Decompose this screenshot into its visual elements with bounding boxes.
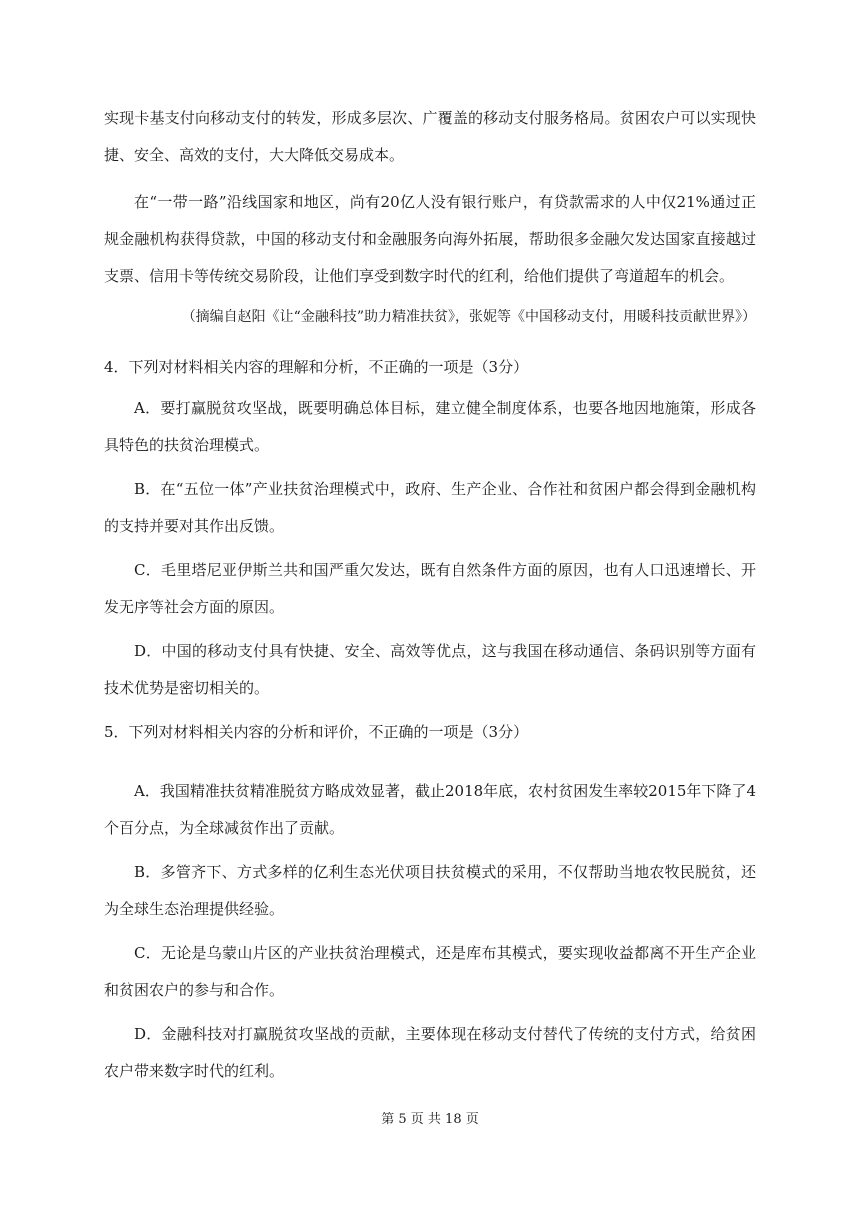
question-5-option-b: B．多管齐下、方式多样的亿利生态光伏项目扶贫模式的采用，不仅帮助当地农牧民脱贫，还为全球生态治理提供经验。 bbox=[104, 863, 756, 918]
page-number-footer: 第 5 页 共 18 页 bbox=[381, 1112, 479, 1127]
source-citation: （摘编自赵阳《让“金融科技”助力精准扶贫》，张妮等《中国移动支付，用暖科技贡献世界》） bbox=[181, 309, 756, 325]
question-5-option-c: C．无论是乌蒙山片区的产业扶贫治理模式，还是库布其模式，要实现收益都离不开生产企业和贫困农户的参与和合作。 bbox=[104, 944, 756, 999]
question-4-option-b: B．在“五位一体”产业扶贫治理模式中，政府、生产企业、合作社和贫困户都会得到金融机构的支持并要对其作出反馈。 bbox=[104, 480, 756, 535]
question-5-stem: 5．下列对材料相关内容的分析和评价，不正确的一项是（3分） bbox=[104, 723, 529, 741]
paragraph-mobile-payment-continued: 实现卡基支付向移动支付的转发，形成多层次、广覆盖的移动支付服务格局。贫困农户可以实现快捷、安全、高效的支付，大大降低交易成本。 bbox=[104, 109, 756, 164]
question-5-option-a: A．我国精准扶贫精准脱贫方略成效显著，截止2018年底，农村贫困发生率较2015年下降了4个百分点，为全球减贫作出了贡献。 bbox=[104, 782, 756, 837]
paragraph-belt-and-road: 在“一带一路”沿线国家和地区，尚有20亿人没有银行账户，有贷款需求的人中仅21%通过正规金融机构获得贷款，中国的移动支付和金融服务向海外拓展，帮助很多金融欠发达国家直接越过支票、信用卡等传统交易阶段，让他们享受到数字时代的红利，给他们提供了弯道超车的机会。 bbox=[104, 193, 756, 285]
question-4-option-d: D．中国的移动支付具有快捷、安全、高效等优点，这与我国在移动通信、条码识别等方面有技术优势是密切相关的。 bbox=[104, 642, 756, 697]
question-4-stem: 4．下列对材料相关内容的理解和分析，不正确的一项是（3分） bbox=[104, 358, 529, 376]
question-4-option-c: C．毛里塔尼亚伊斯兰共和国严重欠发达，既有自然条件方面的原因，也有人口迅速增长、开发无序等社会方面的原因。 bbox=[104, 561, 756, 616]
question-4-option-a: A．要打赢脱贫攻坚战，既要明确总体目标，建立健全制度体系，也要各地因地施策，形成各具特色的扶贫治理模式。 bbox=[104, 399, 756, 454]
question-5-option-d: D．金融科技对打赢脱贫攻坚战的贡献，主要体现在移动支付替代了传统的支付方式，给贫困农户带来数字时代的红利。 bbox=[104, 1025, 756, 1080]
